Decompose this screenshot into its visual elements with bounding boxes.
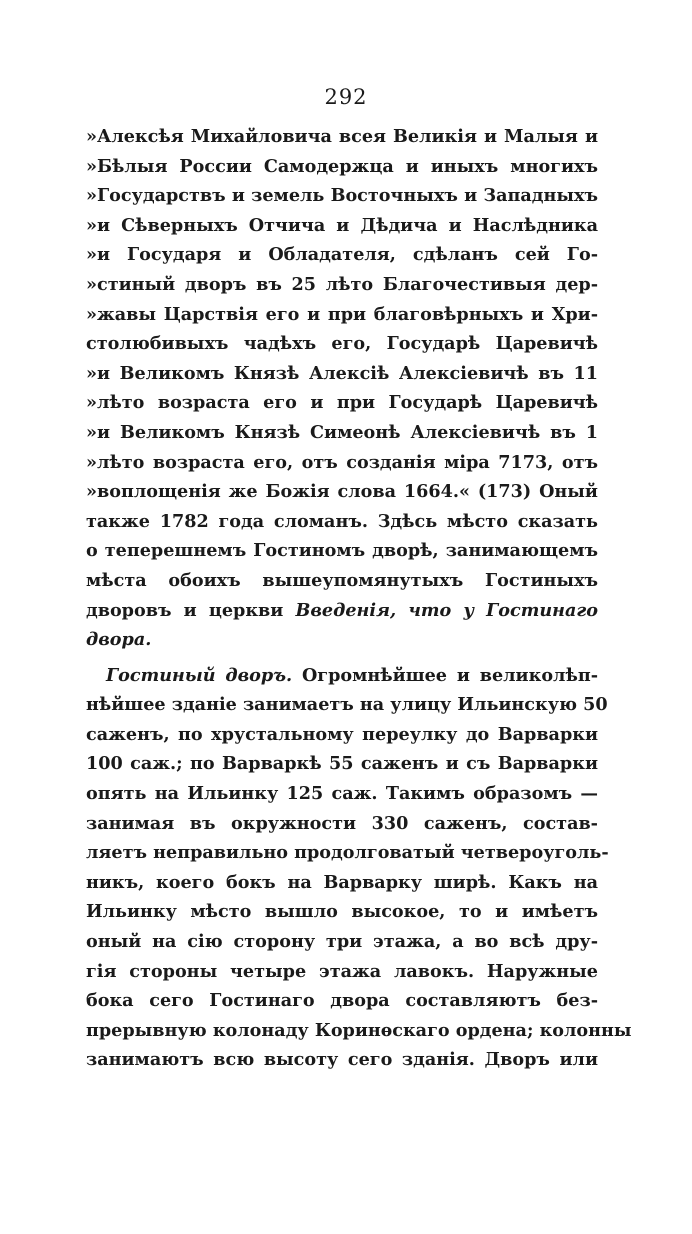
text-line: двора. xyxy=(86,629,152,651)
text-line: »и Великомъ Князѣ Симеонѣ Алексіевичѣ въ 1 xyxy=(86,421,598,443)
text-line: »и Великомъ Князѣ Алексіѣ Алексіевичѣ въ 11 xyxy=(86,362,598,384)
text-line: опять на Ильинку 125 саж. Такимъ образомъ — xyxy=(86,783,598,805)
text-line: ляетъ неправильно продолговатый четвероуголь- xyxy=(86,842,609,864)
text-line: Ильинку мѣсто вышло высокое, то и имѣетъ xyxy=(86,901,598,923)
text-line: никъ, коего бокъ на Варварку ширѣ. Какъ на xyxy=(86,871,598,893)
text-line xyxy=(86,596,598,626)
text-line: прерывную колонаду Коринѳскаго ордена; колонны xyxy=(86,1019,632,1041)
text-line: бока сего Гостинаго двора составляютъ без- xyxy=(86,990,598,1012)
text-line: саженъ, по хрустальному переулку до Варварки xyxy=(86,723,598,745)
page-number: 292 xyxy=(324,85,368,109)
text-line: »стиный дворъ въ 25 лѣто Благочестивыя дер- xyxy=(86,273,598,295)
text-line: »лѣто возраста его и при Государѣ Царевичѣ xyxy=(86,392,598,414)
text-line: гія стороны четыре этажа лавокъ. Наружные xyxy=(86,960,598,982)
text-line: »жавы Царствія его и при благовѣрныхъ и Хри- xyxy=(86,303,598,325)
text-line: »Алексѣя Михайловича всея Великія и Малыя и xyxy=(86,126,598,147)
section-heading: Гостиный дворъ. xyxy=(106,664,293,686)
page-body-text xyxy=(86,122,632,1075)
text-line: 100 саж.; по Варваркѣ 55 саженъ и съ Варварки xyxy=(86,753,598,775)
text-line: также 1782 года сломанъ. Здѣсь мѣсто сказать xyxy=(86,510,598,532)
text-line: »и Сѣверныхъ Отчича и Дѣдича и Наслѣдника xyxy=(86,214,598,236)
text-line xyxy=(86,661,598,691)
paragraph-1 xyxy=(86,122,598,655)
text-line: оный на сію сторону три этажа, а во всѣ дру- xyxy=(86,931,598,953)
text-line: занимаютъ всю высоту сего зданія. Дворъ или xyxy=(86,1049,598,1071)
text-line: нѣйшее зданіе занимаетъ на улицу Ильинскую 50 xyxy=(86,694,608,716)
text-line: »Государствъ и земель Восточныхъ и Западныхъ xyxy=(86,185,598,207)
text-line: »воплощенія же Божія слова 1664.« (173) Оный xyxy=(86,481,598,503)
text-line: о теперешнемъ Гостиномъ дворѣ, занимающемъ xyxy=(86,540,598,562)
text-line: »лѣто возраста его, отъ созданія міра 7173, отъ xyxy=(86,451,598,473)
text-line: »Бѣлыя России Самодержца и иныхъ многихъ xyxy=(86,155,598,177)
text-line: занимая въ окружности 330 саженъ, состав- xyxy=(86,812,598,834)
text-segment: Огромнѣйшее и великолѣп- xyxy=(292,664,599,686)
italic-text-segment: Введенія, что у Гостинаго xyxy=(295,599,598,621)
text-segment: дворовъ и церкви xyxy=(86,599,296,621)
text-line: »и Государя и Обладателя, сдѣланъ сей Го- xyxy=(86,244,598,266)
text-line: столюбивыхъ чадѣхъ его, Государѣ Царевичѣ xyxy=(86,333,598,355)
paragraph-2 xyxy=(86,661,632,1075)
text-line: мѣста обоихъ вышеупомянутыхъ Гостиныхъ xyxy=(86,569,598,591)
